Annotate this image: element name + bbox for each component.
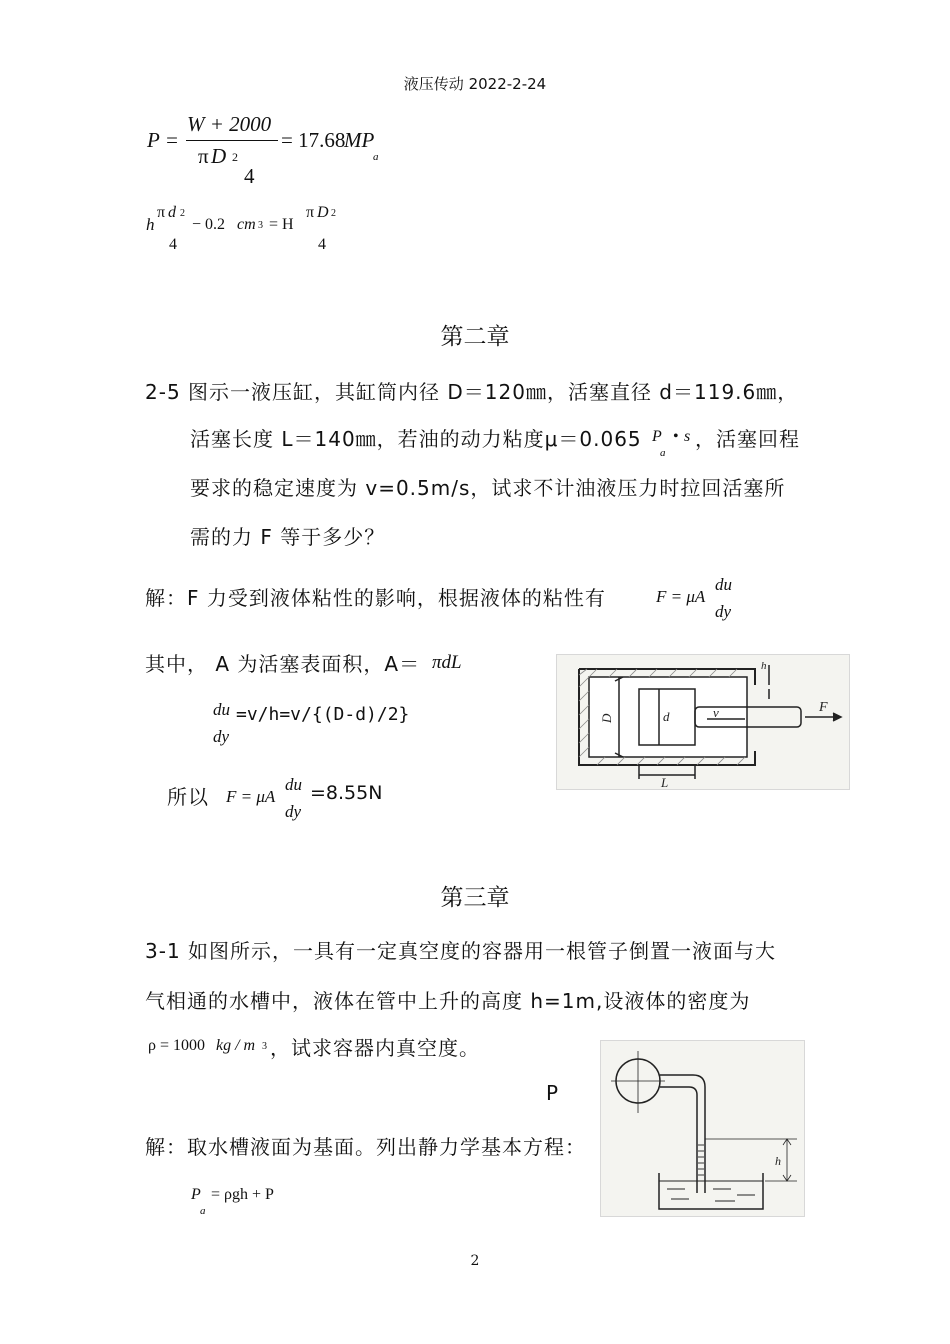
final-dy: dy (285, 802, 302, 821)
label-h-vacuum: h (775, 1154, 781, 1168)
statics-equation-Pa: P (191, 1186, 201, 1203)
problem-2-5-line-4: 需的力 F 等于多少？ (190, 525, 386, 549)
figure-vacuum-container (600, 1040, 805, 1217)
label-v: v (713, 705, 719, 720)
vacuum-diagram (601, 1041, 804, 1216)
eq2-D-superscript: 2 (331, 208, 336, 219)
viscosity-dy: dy (715, 602, 732, 621)
final-equation-F: F = μA (226, 787, 276, 806)
problem-2-5-line-2-tail: ，活塞回程 (695, 427, 800, 451)
eq2-h: h (146, 215, 155, 234)
page-header: 液压传动 2022-2-24 (403, 75, 547, 93)
label-d: d (663, 709, 670, 724)
problem-2-5-line-2: 活塞长度 L＝140㎜，若油的动力粘度μ＝0.065 (190, 427, 642, 451)
viscosity-du: du (715, 575, 732, 594)
eq2-cm-superscript: 3 (258, 220, 263, 231)
eq1-unit: MP (344, 128, 375, 152)
eq1-fraction-bar (186, 140, 278, 141)
gradient-dy: dy (213, 727, 230, 746)
eq2-d: d (168, 204, 176, 221)
figure-hydraulic-cylinder (556, 654, 850, 790)
statics-equation-rest: = ρgh + P (211, 1186, 274, 1203)
eq1-numerator: W + 2000 (187, 112, 272, 136)
chapter-two-title: 第二章 (440, 324, 510, 350)
label-F: F (819, 700, 828, 715)
gradient-du: du (213, 700, 230, 719)
solution-where-line: 其中， A 为活塞表面积，A＝ (145, 652, 421, 676)
solution-3-1-line-1: 解：取水槽液面为基面。列出静力学基本方程： (145, 1135, 586, 1159)
label-L: L (661, 775, 669, 789)
eq2-four-2: 4 (318, 236, 326, 253)
chapter-three-title: 第三章 (440, 885, 510, 911)
statics-equation-subscript: a (200, 1205, 206, 1217)
unit-dot: • (673, 428, 679, 445)
eq1-unit-subscript: a (373, 151, 379, 163)
eq1-D: D (211, 144, 227, 168)
eq2-minus: − 0.2 (192, 216, 226, 233)
problem-2-5-line-1: 2-5 图示一液压缸，其缸筒内径 D＝120㎜，活塞直径 d＝119.6㎜， (145, 380, 799, 404)
density-unit-superscript: 3 (262, 1041, 267, 1052)
area-pidL: πdL (432, 652, 462, 673)
solution-2-5-line-1: 解：F 力受到液体粘性的影响，根据液体的粘性有 (145, 586, 606, 610)
final-result: =8.55N (310, 782, 383, 804)
gradient-expression: =v/h=v/{(D-d)/2} (236, 704, 410, 725)
problem-3-1-line-2: 气相通的水槽中，液体在管中上升的高度 h=1m,设液体的密度为 (145, 989, 751, 1013)
problem-3-1-line-3-tail: ，试求容器内真空度。 (270, 1036, 480, 1060)
eq1-lhs: P = (147, 128, 179, 152)
eq2-pi-2: π (306, 204, 315, 221)
cylinder-diagram (557, 655, 849, 789)
eq2-D: D (317, 204, 329, 221)
viscosity-equation-F: F = μA (656, 587, 706, 606)
problem-2-5-line-3: 要求的稳定速度为 v=0.5m/s，试求不计油液压力时拉回活塞所 (190, 476, 786, 500)
density-unit: kg / m (216, 1037, 256, 1054)
eq1-pi: π (198, 144, 209, 168)
final-du: du (285, 775, 302, 794)
problem-3-1-line-1: 3-1 如图所示，一具有一定真空度的容器用一根管子倒置一液面与大 (145, 939, 777, 963)
eq1-D-superscript: 2 (232, 150, 238, 164)
eq1-result: = 17.68 (281, 128, 346, 152)
unit-s: s (684, 428, 691, 445)
eq2-d-superscript: 2 (180, 208, 185, 219)
eq2-four: 4 (169, 236, 177, 253)
eq1-four: 4 (244, 164, 255, 188)
eq2-equals-H: = H (269, 216, 294, 233)
label-h: h (761, 660, 767, 672)
unit-P: P (652, 428, 662, 445)
density-equation: ρ = 1000 (148, 1037, 206, 1054)
unit-a-subscript: a (660, 447, 666, 459)
label-P: P (546, 1081, 560, 1105)
label-D: D (599, 713, 614, 723)
eq2-cm: cm (237, 216, 256, 233)
eq2-pi: π (157, 204, 166, 221)
solution-so-label: 所以 (167, 785, 209, 809)
page-number: 2 (470, 1253, 480, 1269)
